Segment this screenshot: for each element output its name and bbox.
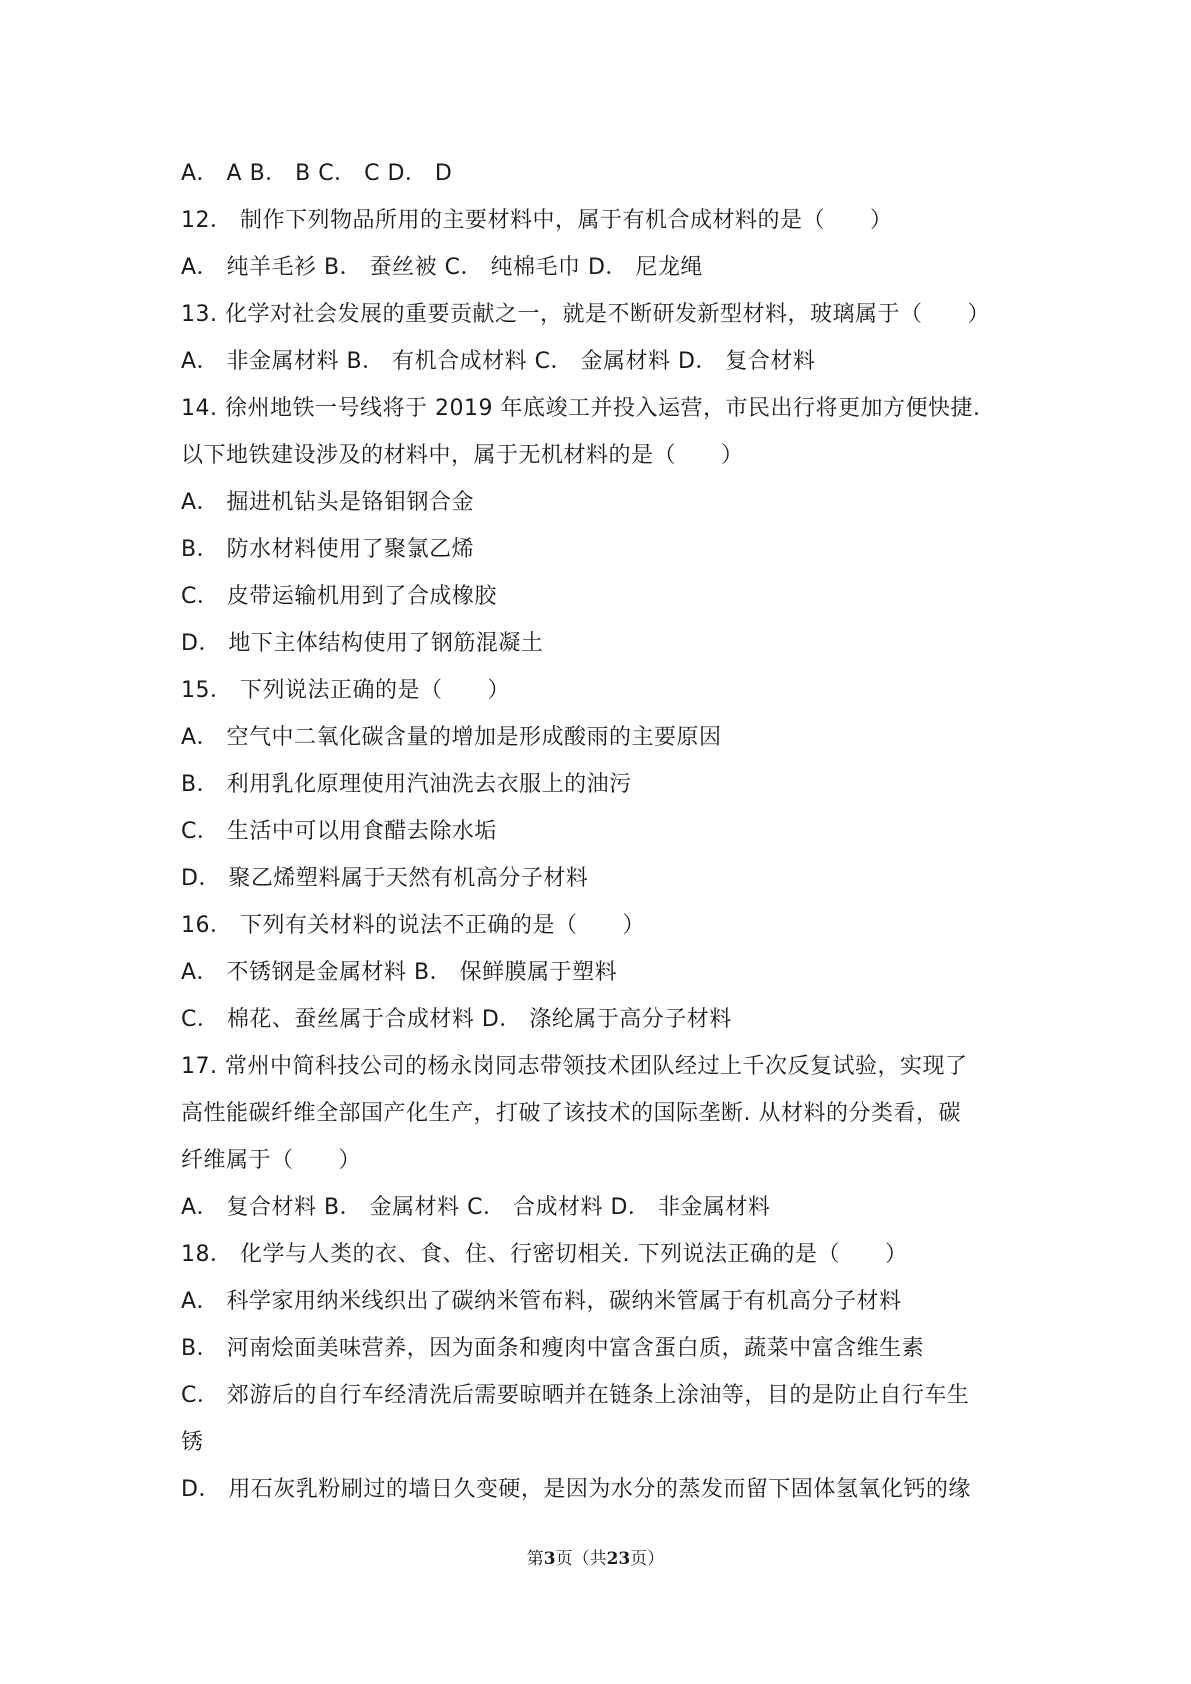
text-line: C． 生活中可以用食醋去除水垢 — [181, 819, 497, 844]
text-line: 纤维属于（ ） — [181, 1148, 362, 1173]
footer-middle: 页（共 — [555, 1549, 607, 1569]
text-line: A． 不锈钢是金属材料 B． 保鲜膜属于塑料 — [181, 960, 618, 985]
text-line: 16． 下列有关材料的说法不正确的是（ ） — [181, 913, 645, 938]
footer-prefix: 第 — [526, 1549, 544, 1569]
text-line: A． 科学家用纳米线织出了碳纳米管布料，碳纳米管属于有机高分子材料 — [181, 1289, 902, 1314]
text-line: 14. 徐州地铁一号线将于 2019 年底竣工并投入运营，市民出行将更加方便快捷. — [181, 396, 981, 421]
text-line: 13. 化学对社会发展的重要贡献之一，就是不断研发新型材料，玻璃属于（ ） — [181, 302, 990, 327]
current-page-number: 3 — [543, 1549, 556, 1569]
total-page-count: 23 — [606, 1549, 631, 1569]
text-line: B． 河南烩面美味营养，因为面条和瘦肉中富含蛋白质，蔬菜中富含维生素 — [181, 1336, 925, 1361]
footer-suffix: 页） — [630, 1549, 665, 1569]
page-number-footer — [0, 1544, 1191, 1569]
text-line: A． 掘进机钻头是铬钼钢合金 — [181, 490, 475, 515]
text-line: A． A B． B C． C D． D — [181, 161, 453, 186]
text-line: A． 非金属材料 B． 有机合成材料 C． 金属材料 D． 复合材料 — [181, 349, 816, 374]
text-line: B． 防水材料使用了聚氯乙烯 — [181, 537, 475, 562]
text-line: C． 棉花、蚕丝属于合成材料 D． 涤纶属于高分子材料 — [181, 1007, 732, 1032]
text-line: 17. 常州中简科技公司的杨永岗同志带领技术团队经过上千次反复试验，实现了 — [181, 1054, 968, 1079]
text-line: A． 复合材料 B． 金属材料 C． 合成材料 D． 非金属材料 — [181, 1195, 771, 1220]
text-line: C． 郊游后的自行车经清洗后需要晾晒并在链条上涂油等，目的是防止自行车生 — [181, 1383, 970, 1408]
text-line: 12． 制作下列物品所用的主要材料中，属于有机合成材料的是（ ） — [181, 208, 893, 233]
text-line: 18． 化学与人类的衣、食、住、行密切相关. 下列说法正确的是（ ） — [181, 1242, 908, 1267]
text-line: 锈 — [181, 1430, 204, 1455]
text-line: 高性能碳纤维全部国产化生产，打破了该技术的国际垄断. 从材料的分类看，碳 — [181, 1101, 961, 1126]
text-line: A． 空气中二氧化碳含量的增加是形成酸雨的主要原因 — [181, 725, 722, 750]
text-line: A． 纯羊毛衫 B． 蚕丝被 C． 纯棉毛巾 D． 尼龙绳 — [181, 255, 703, 280]
question-text-block — [181, 150, 1026, 1513]
text-line: D． 地下主体结构使用了钢筋混凝土 — [181, 631, 544, 656]
text-line: 15． 下列说法正确的是（ ） — [181, 678, 510, 703]
text-line: B． 利用乳化原理使用汽油洗去衣服上的油污 — [181, 772, 632, 797]
text-line: D． 聚乙烯塑料属于天然有机高分子材料 — [181, 866, 589, 891]
text-line: C． 皮带运输机用到了合成橡胶 — [181, 584, 497, 609]
text-line: D． 用石灰乳粉刷过的墙日久变硬，是因为水分的蒸发而留下固体氢氧化钙的缘 — [181, 1477, 971, 1502]
text-line: 以下地铁建设涉及的材料中，属于无机材料的是（ ） — [181, 443, 744, 468]
